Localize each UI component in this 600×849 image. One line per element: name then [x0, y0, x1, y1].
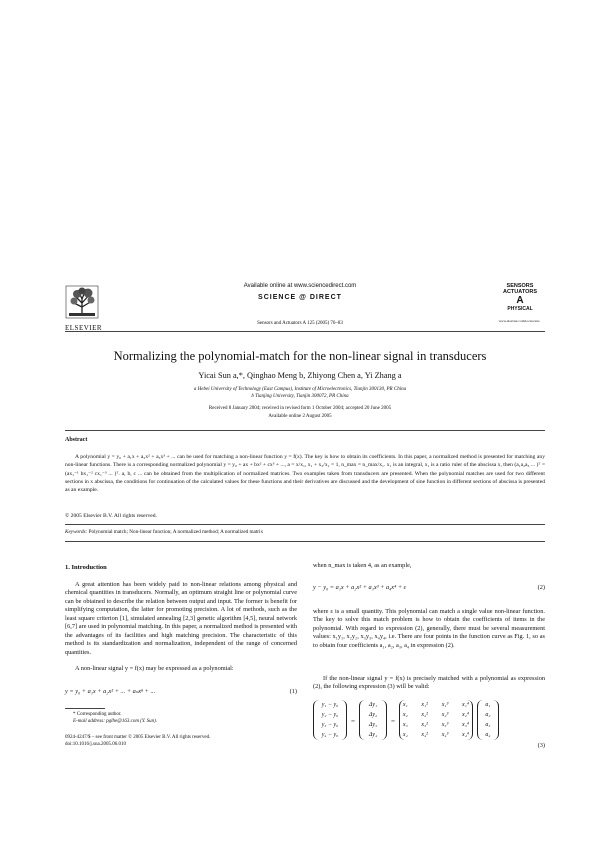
matrix-cell: x₂²: [421, 712, 428, 718]
header-rule: [65, 331, 545, 332]
matrix-cell: x₃²: [421, 722, 428, 728]
keywords-label: Keywords:: [65, 529, 88, 535]
abstract-top-rule: [65, 430, 545, 431]
matrix-cell: Δy₁: [368, 702, 378, 708]
matrix-cell: x₁³: [441, 702, 449, 708]
publisher-name: ELSEVIER: [65, 324, 103, 332]
intro-paragraph: A non-linear signal y = f(x) may be expressed as a polynomial:: [75, 665, 234, 672]
matrix-cell: x₁⁴: [462, 702, 469, 708]
equation-2-text: y − y₀ = a₁x + a₂x² + a₃x³ + a₄x⁴ + ε: [313, 584, 407, 591]
matrix-cell: x₂: [402, 712, 408, 718]
matrix-cell: a₁: [485, 702, 491, 708]
journal-logo-line: ACTUATORS: [502, 289, 538, 295]
footnote-rule: [65, 708, 105, 709]
available-online-line: Available online at www.sciencedirect.com: [243, 283, 357, 289]
footnote-corresponding: * Corresponding author.: [73, 712, 122, 717]
matrix-cell: x₃: [402, 722, 408, 728]
matrix-cell: x₂⁴: [462, 712, 469, 718]
intro-paragraph: A great attention has been widely paid to non-linear relations among physical and chemical quantities in transducers. Normally, an optimum straight line or polynomial curve can be obtained to describe the relation between output and input. The former is benefit for simplifying computation, the latter for promoting precision. A lot of methods, such as the least square criterion [1], simulated annealing [2,3] genetic algorithm [4,5], neural network [6,7] are used in polynomial matching. In this paper, a normalized method is presented with the advantages of its facilities and high matching precision. The characteristic of this method is its standardization and normalization, independent of the range of concerned quantities.: [65, 581, 297, 656]
affiliation: a Hebei University of Technology (East Campus), Institute of Microelectronics, Tianjin 300130, PR China: [193, 387, 407, 392]
matrix-row: [403, 710, 469, 720]
matrix-cell: x₂³: [441, 712, 449, 718]
matrix-row: [403, 730, 469, 740]
matrix-cell: Δy₄: [368, 732, 378, 738]
equation-1: [65, 688, 297, 696]
received-dates: Received 8 January 2004; received in revised form 1 October 2004; accepted 20 June 2005: [208, 406, 392, 411]
equation-3: y₁ − y₀ y₂ − y₀ y₃ − y₀ y₄ − y₀ = Δy₁ Δy₂ Δy₃ Δy₄ = x₁ x₁² x₁³ x₁⁴ x₂ x₂² x₂³ x₂⁴ x₃ x₃² x₃³ x₃⁴ x₄ x₄² x₄³ x₄⁴ a₁ a₂ a₃ a₄ (3): [313, 700, 545, 748]
article-title: Normalizing the polynomial-match for the non-linear signal in transducers: [113, 349, 487, 363]
matrix-cell: y₄ − y₀: [321, 732, 339, 738]
equation-1-number: (1): [289, 688, 297, 695]
matrix-cell: x₄²: [421, 732, 428, 738]
matrix-cell: y₂ − y₀: [321, 712, 339, 718]
keywords-bottom-rule: [65, 541, 545, 542]
abstract-copyright: © 2005 Elsevier B.V. All rights reserved.: [65, 513, 157, 519]
equation-2-number: (2): [537, 584, 545, 591]
matrix-cell: x₄³: [441, 732, 449, 738]
right-paragraph: If the non-linear signal y = f(x) is precisely matched with a polynomial as expression (2), the following expression (3) will be valid:: [313, 675, 545, 691]
matrix-x: [399, 700, 473, 740]
right-paragraph: when n_max is taken 4, as an example,: [313, 562, 412, 569]
matrix-cell: x₁: [402, 702, 408, 708]
equation-1-text: y = y₀ + a₁x + a₂x² + ... + aₙxⁿ + ...: [65, 688, 156, 695]
journal-logo-letter: A: [516, 295, 524, 306]
affiliation: b Tianjing University, Tianjin 300072, PR China: [251, 394, 349, 399]
matrix-cell: y₁ − y₀: [321, 702, 339, 708]
footnote-email: E-mail address: pglhe@163.com (Y. Sun).: [73, 719, 158, 724]
keywords-top-rule: [65, 524, 545, 525]
matrix-row: [403, 700, 469, 710]
journal-url: www.elsevier.com/locate/sna: [498, 319, 540, 323]
available-online-date: Available online 2 August 2005: [268, 414, 332, 419]
abstract-text: A polynomial y = y₀ + a₁x + a₂x² + a₃x³ + ... can be used for matching a non-linear function y = f(x). The key is how to obtain its coefficients. In this paper, a normalized method is presented for matching any non-linear functions. There is a corresponding normalized polynomial y = y₀ + ax + bx² + cx³ + ..., a = x/x₁, x₁ + x₂/x₁ = 1, n_max = n_max/x₁. x₁ is an integral, x₁ is a ratio ruler of the abscissa x, then (a₁a₂a₃ ... )ᵀ = (ax₁⁻¹ bx₁⁻² cx₁⁻³ ... )ᵀ. a, b, c ... can be obtained from the multiplication of normalized matrices. Two examples taken from transducers are presented. When the polynomial matches are used for two different sections in x abscissa, the conditions for continuation of the calculated values for these functions and their derivatives are discussed and the development of sine function in different sections of abscissa is presented as an example.: [65, 454, 545, 494]
matrix-row: [403, 720, 469, 730]
matrix-cell: Δy₂: [368, 712, 378, 718]
footer-doi: doi:10.1016/j.sna.2005.06.010: [65, 742, 126, 747]
matrix-cell: x₄⁴: [462, 732, 469, 738]
equation-3-number: (3): [537, 742, 545, 749]
authors: Yicai Sun a,*, Qinghao Meng b, Zhiyong Chen a, Yi Zhang a: [198, 371, 402, 380]
matrix-cell: y₃ − y₀: [321, 722, 339, 728]
journal-logo-line: SENSORS: [506, 283, 534, 289]
equation-2: [313, 584, 545, 592]
matrix-cell: a₂: [485, 712, 491, 718]
sciencedirect-logo: SCIENCE @ DIRECT: [258, 294, 342, 301]
matrix-cell: x₃⁴: [462, 722, 469, 728]
journal-logo: [496, 283, 544, 312]
right-paragraph: where ε is a small quantity. This polynomial can match a single value non-linear function. The key to solve this match problem is how to obtain the coefficients of items in the polynomial. With regard to expression (2), generally, there must be several measurement values: x₁y₁, x₂y₂, x₃y₃, x₄y₄, i.e. There are four points in the function curve as Fig. 1, so as to obtain four coefficients a₁, a₂, a₃, a₄ in expression (2).: [313, 608, 545, 649]
elsevier-logo: [65, 285, 103, 332]
elsevier-tree-icon: [65, 285, 99, 319]
keywords-line: [65, 529, 545, 536]
matrix-cell: x₄: [402, 732, 408, 738]
journal-logo-line: PHYSICAL: [507, 306, 533, 312]
matrix-dy: [359, 700, 387, 740]
journal-citation: Sensors and Actuators A 125 (2005) 76–83: [257, 321, 343, 326]
matrix-cell: Δy₃: [368, 722, 378, 728]
keywords-text: Polynomial match; Non-linear function; A normalized method; A normalized matrix: [88, 529, 264, 535]
matrix-lhs: [313, 700, 347, 740]
footer-issn: 0924-4247/$ – see front matter © 2005 Elsevier B.V. All rights reserved.: [65, 735, 211, 740]
matrix-cell: x₁²: [421, 702, 428, 708]
matrix-cell: x₃³: [441, 722, 449, 728]
matrix-cell: a₄: [485, 732, 491, 738]
abstract-heading: Abstract: [65, 437, 88, 443]
section-heading: 1. Introduction: [65, 564, 107, 571]
matrix-cell: a₃: [485, 722, 491, 728]
matrix-a: [477, 700, 499, 740]
